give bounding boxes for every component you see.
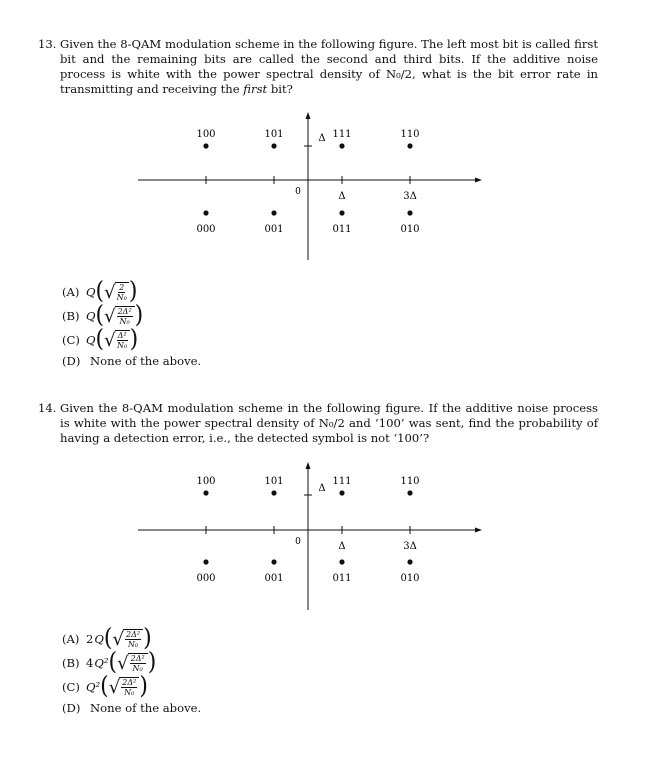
q13-symbol-label: 110 [400, 129, 420, 140]
option-label: (C) [62, 680, 80, 694]
q13-symbol-label: 101 [264, 129, 284, 140]
q14-symbol-label: 100 [196, 476, 216, 487]
q13-text-b: bit? [267, 82, 293, 96]
q14-option-b[interactable]: (B) 4 Q² ( √ $\frac{\text{2Δ²}}{\text{N₀}}$ ) [62, 648, 157, 677]
frac-num: Δ² [117, 331, 127, 340]
option-label: (A) [62, 632, 80, 646]
q13-symbol-label: 000 [196, 224, 216, 235]
q13-axes [138, 112, 482, 260]
q14-symbol-point [203, 490, 208, 495]
frac-num: 2Δ² [117, 307, 132, 316]
q13-symbol-point [203, 210, 208, 215]
coefficient: 2 [86, 632, 94, 646]
q14-y-delta-label: Δ [318, 483, 326, 494]
option-label: (D) [62, 354, 81, 368]
q14-symbol-label: 000 [196, 573, 216, 584]
q13-symbol-point [203, 143, 208, 148]
q14-symbol-label: 101 [264, 476, 284, 487]
q13-option-b[interactable]: (B) Q ( √ $\frac{\text{2Δ²}}{\text{N₀}}$ ) [62, 301, 144, 330]
q13-symbol-label: 001 [264, 224, 284, 235]
q13-origin-label: 0 [295, 187, 301, 197]
q14-symbol-label: 010 [400, 573, 420, 584]
q14-symbol-label: 011 [332, 573, 352, 584]
q13-symbol-label: 111 [332, 129, 352, 140]
sqrt-icon: √ [104, 305, 116, 327]
q-function: Q [86, 285, 96, 299]
coefficient: 4 [86, 656, 94, 670]
q14-text: Given the 8-QAM modulation scheme in the following figure. If the additive noise process is white with the power spectral density of N₀/2 and ‘100’ was sent, find the probability of having a detection error, i.e., the detected symbol is not ‘100’? [60, 401, 598, 445]
q14-symbol-label: 001 [264, 573, 284, 584]
frac-num: 2 [119, 283, 125, 292]
q14-symbol-point [407, 490, 412, 495]
sqrt-icon: √ [112, 628, 124, 650]
q14-symbol-point [339, 490, 344, 495]
q14-options [62, 624, 202, 717]
frac-den: N₀ [124, 688, 135, 697]
option-label: (B) [62, 656, 80, 670]
q13-statement [38, 37, 598, 97]
q14-symbol-point [271, 490, 276, 495]
q13-symbol-point [271, 143, 276, 148]
q14-statement [38, 401, 598, 446]
q13-text-em: first [243, 82, 268, 96]
q14-tick-label: Δ [338, 541, 346, 552]
q14-option-d[interactable] [62, 699, 201, 717]
q14-symbol-point [339, 559, 344, 564]
q14-option-a[interactable]: (A) 2 Q ( √ $\frac{\text{2Δ²}}{\text{N₀}}$ ) [62, 624, 152, 653]
option-label: (D) [62, 701, 81, 715]
frac-den: N₀ [116, 293, 127, 302]
q13-number: 13. [38, 37, 57, 51]
sqrt-icon: √ [104, 281, 116, 303]
frac-num: 2Δ² [130, 654, 145, 663]
q14-tick-label: 3Δ [403, 541, 417, 552]
frac-den: N₀ [127, 640, 139, 649]
q14-symbol-point [271, 559, 276, 564]
q13-symbol-point [407, 210, 412, 215]
q14-symbol-point [407, 559, 412, 564]
option-label: (A) [62, 285, 80, 299]
q13-tick-label: Δ [338, 191, 346, 202]
q13-tick-label: 3Δ [403, 191, 417, 202]
q13-y-delta-label: Δ [318, 133, 326, 144]
q13-text-a: Given the 8-QAM modulation scheme in the following figure. The left most bit is called first bit and the remaining bits are called the second and third bits. If the additive noise process is white with the power spectral density of N₀/2, what is the bit error rate in transmitting and receiving the [60, 37, 598, 96]
q13-option-a[interactable]: (A) Q ( √ $\frac{2}{\text{N₀}}$ ) [62, 277, 138, 306]
q14-y-arrow [306, 462, 311, 469]
q14-symbol-label: 111 [332, 476, 352, 487]
sqrt-icon: √ [108, 676, 121, 698]
q14-number: 14. [38, 401, 57, 415]
frac-num: 2Δ² [122, 678, 137, 687]
q-function: Q [86, 333, 96, 347]
q13-symbol-point [339, 210, 344, 215]
q-function: Q [94, 632, 104, 646]
q13-x-arrow [475, 178, 482, 183]
option-text: None of the above. [90, 701, 202, 715]
q13-y-arrow [306, 112, 311, 119]
q13-symbol-label: 100 [196, 129, 216, 140]
q13-option-c[interactable]: (C) Q ( √ $\frac{\text{Δ²}}{\text{N₀}}$ ) [62, 325, 139, 354]
q14-origin-label: 0 [295, 537, 301, 547]
q-function: Q [86, 309, 96, 323]
q13-options [62, 277, 202, 370]
frac-den: N₀ [119, 317, 130, 326]
sqrt-icon: √ [117, 652, 129, 674]
q14-option-c[interactable]: (C) Q² ( √ $\frac{\text{2Δ²}}{\text{N₀}}$ ) [62, 672, 148, 701]
option-label: (C) [62, 333, 80, 347]
q13-symbol-point [271, 210, 276, 215]
q13-symbol-point [407, 143, 412, 148]
q13-symbol-point [339, 143, 344, 148]
frac-den: N₀ [116, 341, 128, 350]
q-function: Q² [94, 656, 109, 670]
q13-symbol-label: 011 [332, 224, 352, 235]
frac-den: N₀ [132, 664, 143, 673]
frac-num: 2Δ² [125, 630, 141, 639]
option-text: None of the above. [90, 354, 202, 368]
q14-axes [138, 462, 482, 610]
q13-symbol-label: 010 [400, 224, 420, 235]
q-function: Q² [86, 680, 101, 694]
sqrt-icon: √ [104, 329, 116, 351]
q14-symbol-point [203, 559, 208, 564]
q14-x-arrow [475, 528, 482, 533]
q13-option-d[interactable] [62, 352, 201, 370]
q14-symbol-label: 110 [400, 476, 420, 487]
option-label: (B) [62, 309, 80, 323]
